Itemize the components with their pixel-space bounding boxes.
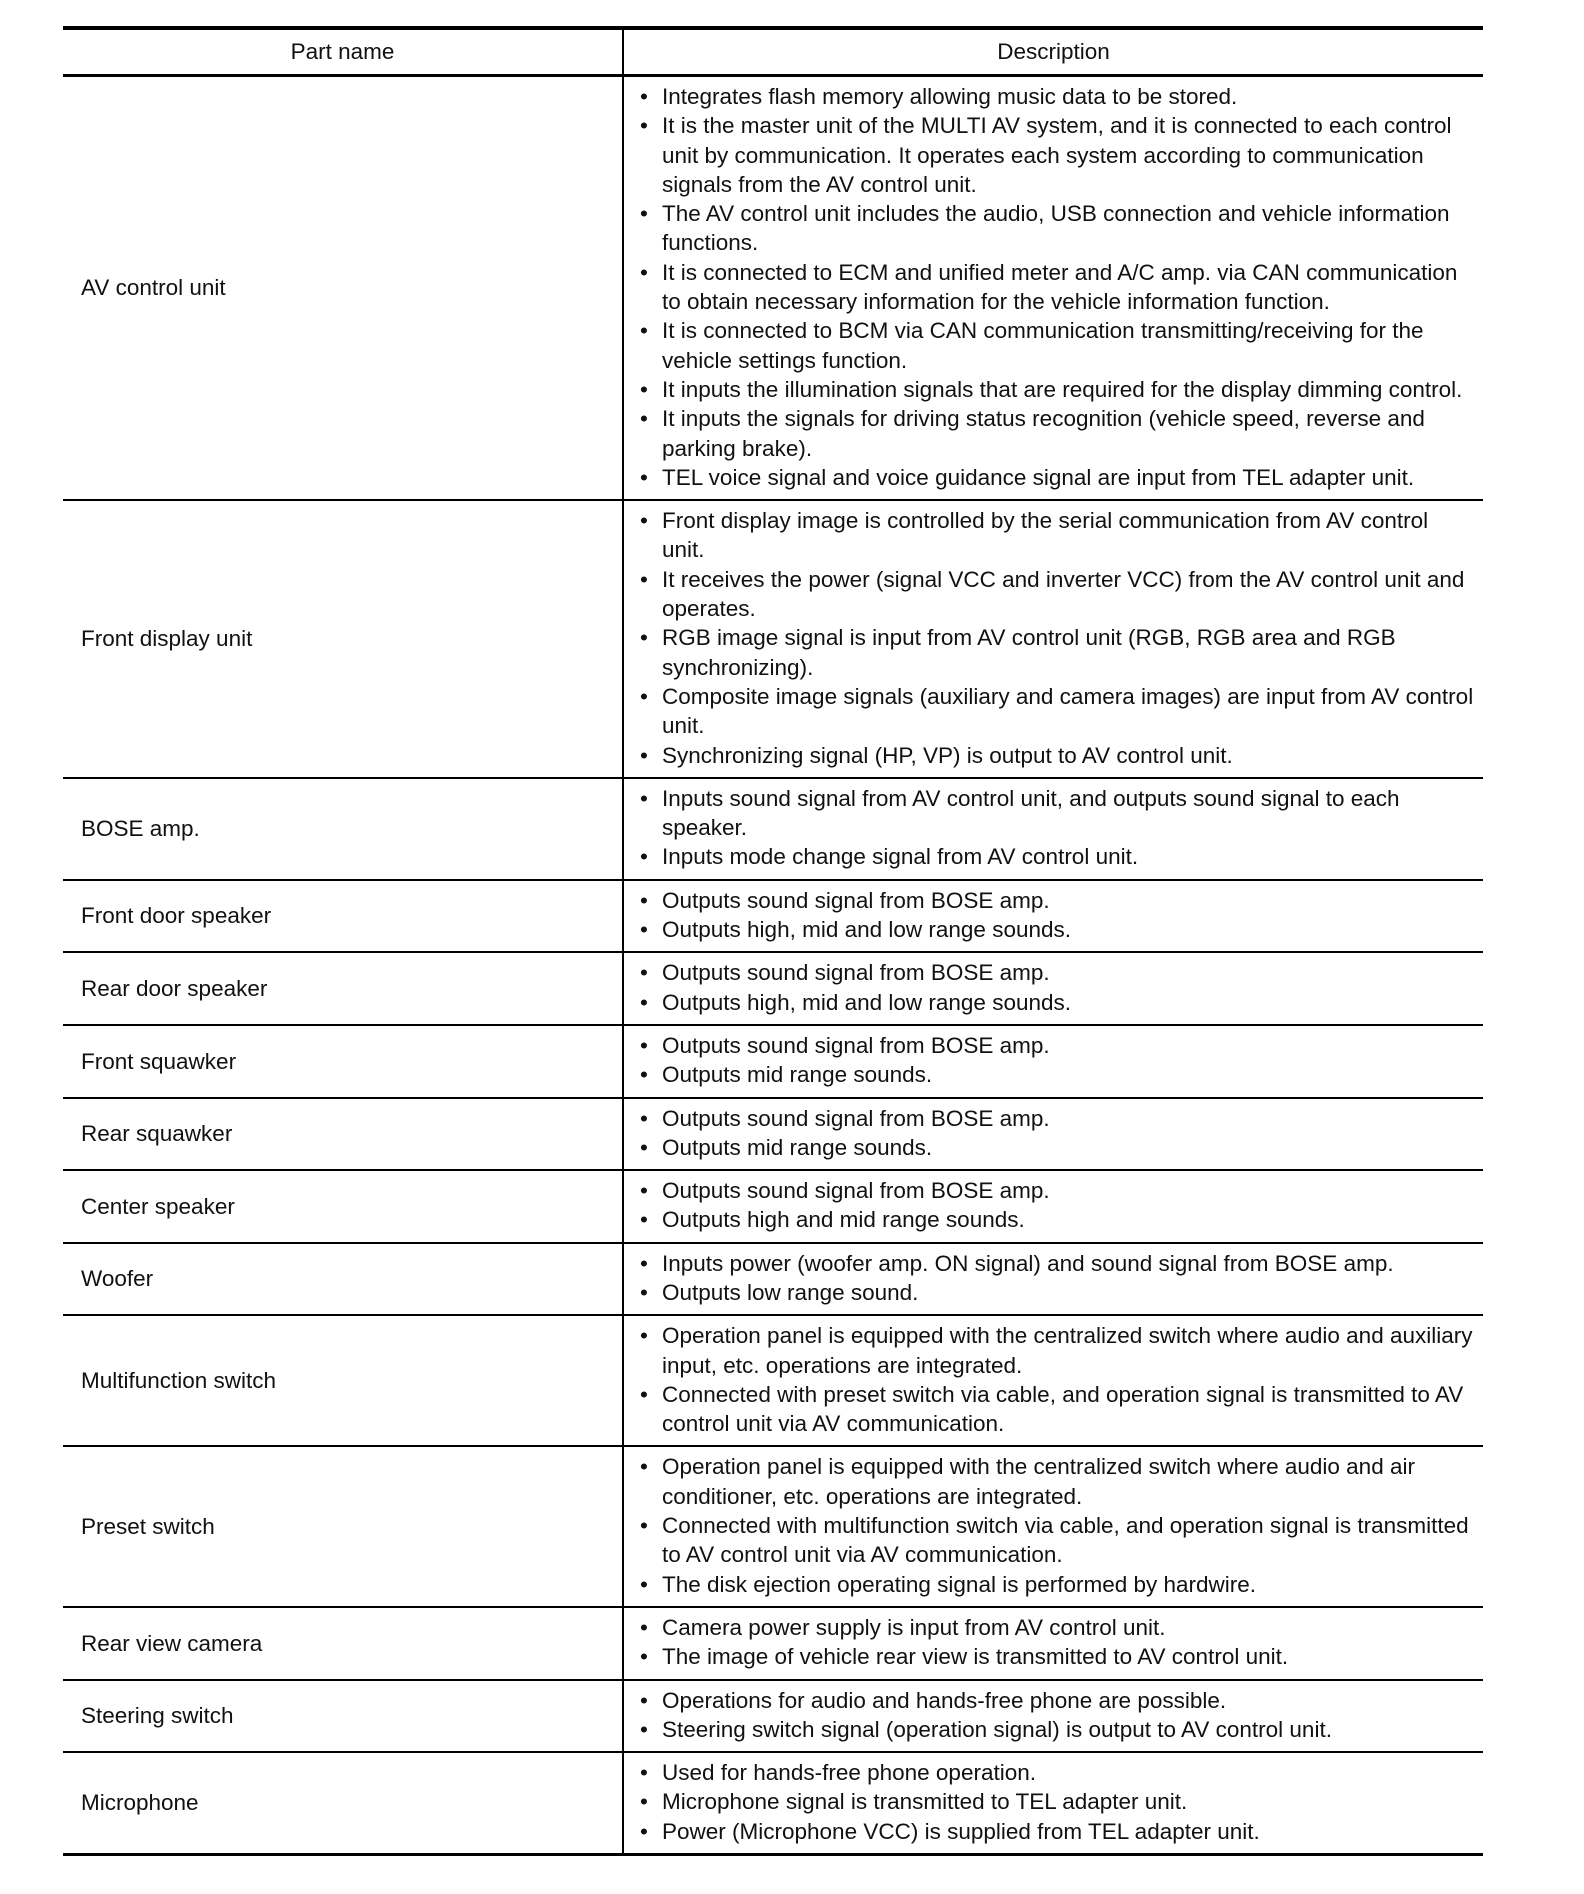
table-row — [63, 1098, 1483, 1171]
description-item: • It inputs the signals for driving status recognition (vehicle speed, reverse and parking brake). — [638, 404, 1475, 463]
table-header — [63, 28, 1483, 76]
description-list — [638, 784, 1475, 872]
description-item: • Outputs high, mid and low range sounds. — [638, 915, 1475, 944]
description-item: • Operation panel is equipped with the centralized switch where audio and auxiliary input, etc. operations are integrated. — [638, 1321, 1475, 1380]
description-item: • It receives the power (signal VCC and inverter VCC) from the AV control unit and operates. — [638, 565, 1475, 624]
description-item: • Connected with preset switch via cable, and operation signal is transmitted to AV control unit via AV communication. — [638, 1380, 1475, 1439]
description-item: • It is the master unit of the MULTI AV system, and it is connected to each control unit by communication. It operates each system according to communication signals from the AV control unit. — [638, 111, 1475, 199]
part-name-cell: Woofer — [63, 1243, 623, 1316]
parts-table — [63, 26, 1483, 1856]
table-row — [63, 1315, 1483, 1446]
description-list — [638, 82, 1475, 492]
description-item: • Operations for audio and hands-free phone are possible. — [638, 1686, 1475, 1715]
table-row — [63, 1170, 1483, 1243]
description-item: • Inputs sound signal from AV control unit, and outputs sound signal to each speaker. — [638, 784, 1475, 843]
description-cell — [623, 1446, 1483, 1606]
description-cell — [623, 1243, 1483, 1316]
description-cell — [623, 880, 1483, 953]
table-row — [63, 778, 1483, 880]
description-list — [638, 1104, 1475, 1163]
description-list — [638, 1031, 1475, 1090]
description-cell — [623, 1170, 1483, 1243]
description-item: • It is connected to BCM via CAN communication transmitting/receiving for the vehicle settings function. — [638, 316, 1475, 375]
description-list — [638, 1452, 1475, 1598]
description-item: • Synchronizing signal (HP, VP) is output to AV control unit. — [638, 741, 1475, 770]
description-cell — [623, 1098, 1483, 1171]
description-list — [638, 958, 1475, 1017]
description-cell — [623, 1752, 1483, 1854]
description-item: • Outputs sound signal from BOSE amp. — [638, 886, 1475, 915]
table-row — [63, 880, 1483, 953]
description-cell — [623, 1607, 1483, 1680]
table-row — [63, 1025, 1483, 1098]
description-list — [638, 1321, 1475, 1438]
description-item: • The AV control unit includes the audio, USB connection and vehicle information functions. — [638, 199, 1475, 258]
description-item: • The disk ejection operating signal is performed by hardwire. — [638, 1570, 1475, 1599]
part-name-cell: Rear squawker — [63, 1098, 623, 1171]
description-list — [638, 1613, 1475, 1672]
part-name-header: Part name — [63, 28, 623, 76]
part-name-cell: Front squawker — [63, 1025, 623, 1098]
description-item: • Outputs sound signal from BOSE amp. — [638, 958, 1475, 987]
description-list — [638, 886, 1475, 945]
part-name-cell: Center speaker — [63, 1170, 623, 1243]
description-item: • Inputs mode change signal from AV control unit. — [638, 842, 1475, 871]
description-item: • Outputs high, mid and low range sounds. — [638, 988, 1475, 1017]
description-item: • Outputs sound signal from BOSE amp. — [638, 1104, 1475, 1133]
part-name-cell: Front door speaker — [63, 880, 623, 953]
part-name-cell: AV control unit — [63, 76, 623, 501]
description-list — [638, 1686, 1475, 1745]
table-row — [63, 76, 1483, 501]
description-list — [638, 1176, 1475, 1235]
description-cell — [623, 500, 1483, 778]
description-item: • RGB image signal is input from AV control unit (RGB, RGB area and RGB synchronizing). — [638, 623, 1475, 682]
description-item: • Outputs low range sound. — [638, 1278, 1475, 1307]
description-item: • TEL voice signal and voice guidance signal are input from TEL adapter unit. — [638, 463, 1475, 492]
table-row — [63, 1752, 1483, 1854]
description-list — [638, 506, 1475, 770]
description-item: • Microphone signal is transmitted to TEL adapter unit. — [638, 1787, 1475, 1816]
description-item: • Outputs sound signal from BOSE amp. — [638, 1031, 1475, 1060]
description-item: • Outputs mid range sounds. — [638, 1060, 1475, 1089]
description-item: • Inputs power (woofer amp. ON signal) and sound signal from BOSE amp. — [638, 1249, 1475, 1278]
description-cell — [623, 952, 1483, 1025]
description-list — [638, 1249, 1475, 1308]
description-cell — [623, 76, 1483, 501]
part-name-cell: Preset switch — [63, 1446, 623, 1606]
description-item: • Composite image signals (auxiliary and camera images) are input from AV control unit. — [638, 682, 1475, 741]
description-item: • Used for hands-free phone operation. — [638, 1758, 1475, 1787]
description-item: • Connected with multifunction switch via cable, and operation signal is transmitted to AV control unit via AV communication. — [638, 1511, 1475, 1570]
description-item: • It is connected to ECM and unified meter and A/C amp. via CAN communication to obtain necessary information for the vehicle information function. — [638, 258, 1475, 317]
description-item: • Outputs sound signal from BOSE amp. — [638, 1176, 1475, 1205]
description-item: • Operation panel is equipped with the centralized switch where audio and air conditioner, etc. operations are integrated. — [638, 1452, 1475, 1511]
description-header: Description — [623, 28, 1483, 76]
part-name-cell: Multifunction switch — [63, 1315, 623, 1446]
description-item: • Power (Microphone VCC) is supplied from TEL adapter unit. — [638, 1817, 1475, 1846]
part-name-cell: Front display unit — [63, 500, 623, 778]
description-item: • Outputs mid range sounds. — [638, 1133, 1475, 1162]
table-row — [63, 1446, 1483, 1606]
description-item: • The image of vehicle rear view is transmitted to AV control unit. — [638, 1642, 1475, 1671]
table-row — [63, 952, 1483, 1025]
description-item: • Front display image is controlled by the serial communication from AV control unit. — [638, 506, 1475, 565]
description-cell — [623, 1025, 1483, 1098]
table-row — [63, 1607, 1483, 1680]
table-row — [63, 500, 1483, 778]
description-cell — [623, 1680, 1483, 1753]
description-cell — [623, 778, 1483, 880]
description-item: • Outputs high and mid range sounds. — [638, 1205, 1475, 1234]
table-row — [63, 1680, 1483, 1753]
description-item: • Camera power supply is input from AV control unit. — [638, 1613, 1475, 1642]
part-name-cell: Rear view camera — [63, 1607, 623, 1680]
description-item: • Steering switch signal (operation signal) is output to AV control unit. — [638, 1715, 1475, 1744]
table-body — [63, 76, 1483, 1855]
description-item: • It inputs the illumination signals that are required for the display dimming control. — [638, 375, 1475, 404]
part-name-cell: Rear door speaker — [63, 952, 623, 1025]
description-item: • Integrates flash memory allowing music data to be stored. — [638, 82, 1475, 111]
part-name-cell: Microphone — [63, 1752, 623, 1854]
table-row — [63, 1243, 1483, 1316]
description-list — [638, 1758, 1475, 1846]
part-name-cell: BOSE amp. — [63, 778, 623, 880]
description-cell — [623, 1315, 1483, 1446]
part-name-cell: Steering switch — [63, 1680, 623, 1753]
header-row — [63, 28, 1483, 76]
